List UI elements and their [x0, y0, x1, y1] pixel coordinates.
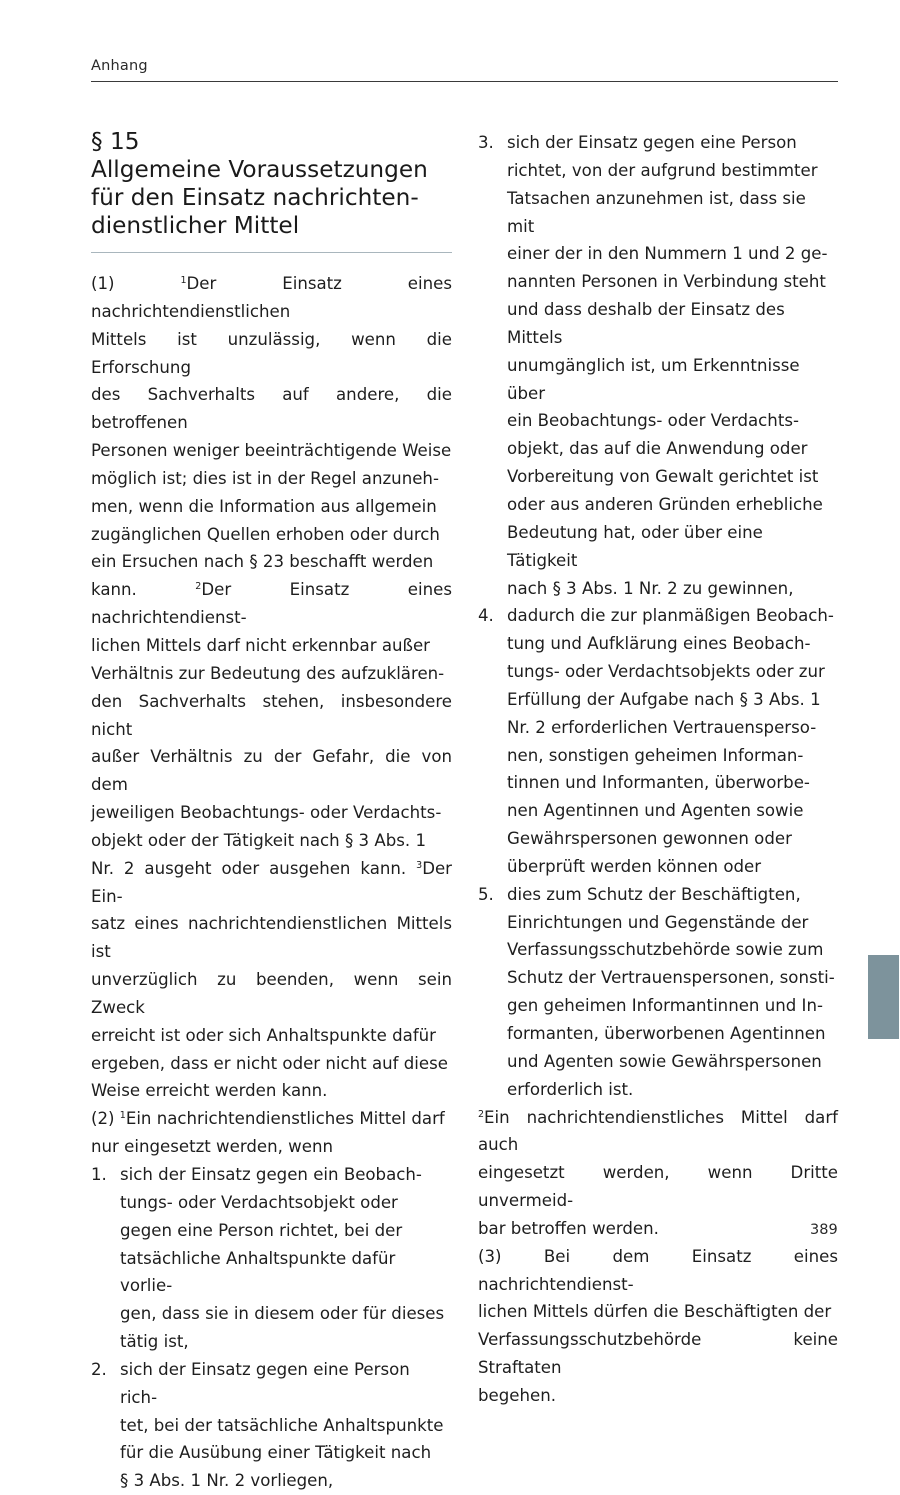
text-line: tungs- oder Verdachtsobjekts oder zur: [507, 662, 825, 682]
text-line: [91, 910, 452, 966]
line-text: Verhältnis zur Bedeutung des aufzuklären-: [91, 663, 445, 683]
section-rule: [91, 252, 452, 253]
text-line: für die Ausübung einer Tätigkeit nach: [120, 1443, 432, 1463]
text-line: [91, 521, 452, 549]
text-line: Erfüllung der Aufgabe nach § 3 Abs. 1: [507, 689, 821, 709]
text-line: [91, 381, 452, 437]
right-column: [478, 129, 838, 1410]
text-line: und Agenten sowie Gewährspersonen: [507, 1051, 822, 1071]
text-line: einer der in den Nummern 1 und 2 ge-: [507, 244, 828, 264]
text-line: [91, 1022, 452, 1050]
text-line: Einrichtungen und Gegenstände der: [507, 912, 809, 932]
line-text: Verfassungsschutzbehörde keine Straftaten: [478, 1330, 838, 1378]
line-lead: kann.: [91, 580, 196, 600]
text-line: tatsächliche Anhaltspunkte dafür vorlie-: [120, 1248, 396, 1296]
text-line: § 3 Abs. 1 Nr. 2 vorliegen,: [120, 1471, 334, 1491]
text-line: tet, bei der tatsächliche Anhaltspunkte: [120, 1415, 444, 1435]
text-line: sich der Einsatz gegen ein Beobach-: [120, 1165, 422, 1184]
text-line: [91, 688, 452, 744]
text-line: sich der Einsatz gegen eine Person rich-: [120, 1359, 410, 1407]
line-text: des Sachverhalts auf andere, die betroffenen: [91, 385, 452, 433]
text-line: tungs- oder Verdachtsobjekt oder: [120, 1192, 398, 1212]
line-text: nur eingesetzt werden, wenn: [91, 1137, 333, 1157]
line-text: lichen Mittels dürfen die Beschäftigten der: [478, 1302, 832, 1322]
list-item-number: 5.: [478, 884, 494, 904]
paragraph-3: [478, 1243, 838, 1410]
text-line: ein Beobachtungs- oder Verdachts-: [507, 411, 799, 431]
text-line: Tatsachen anzunehmen ist, dass sie mit: [507, 188, 806, 236]
line-text: zugänglichen Quellen erhoben oder durch: [91, 524, 440, 544]
text-line: unumgänglich ist, um Erkenntnisse über: [507, 355, 800, 403]
sentence-number: 1: [119, 1110, 126, 1122]
text-line: gen, dass sie in diesem oder für dieses: [120, 1304, 445, 1324]
list-item-number: 4.: [478, 606, 494, 626]
text-line: dies zum Schutz der Beschäftigten,: [507, 884, 801, 904]
text-line: formanten, überworbenen Agentinnen: [507, 1024, 826, 1043]
line-text: Ein nachrichtendienstliches Mittel darf: [125, 1109, 445, 1129]
list-item: [91, 1161, 452, 1356]
text-line: nen Agentinnen und Agenten sowie: [507, 801, 804, 821]
text-line: [91, 437, 452, 465]
text-line: [91, 493, 452, 521]
list-item: [91, 1356, 452, 1495]
text-line: [91, 966, 452, 1022]
text-line: [478, 1159, 838, 1215]
line-text: begehen.: [478, 1385, 557, 1405]
line-text: den Sachverhalts stehen, insbesondere nicht: [91, 691, 452, 739]
paragraph-2: [91, 1105, 452, 1161]
line-text: Ein nachrichtendienstliches Mittel darf auch: [478, 1107, 838, 1155]
left-column: [91, 128, 452, 1495]
list-item-number: 2.: [91, 1359, 107, 1379]
numbered-list-left: [91, 1161, 452, 1495]
line-text: Der Einsatz eines nachrichtendienst-: [91, 580, 452, 628]
text-line: Bedeutung hat, oder über eine Tätigkeit: [507, 522, 763, 570]
sentence-number: 2: [195, 581, 202, 593]
line-text: lichen Mittels darf nicht erkennbar außer: [91, 635, 430, 655]
text-line: [91, 576, 452, 632]
text-line: [91, 799, 452, 827]
text-line: dadurch die zur planmäßigen Beobach-: [507, 606, 834, 626]
line-text: Der Einsatz eines nachrichtendienstlichen: [91, 274, 452, 321]
line-text: Der Ein-: [91, 858, 452, 906]
text-line: oder aus anderen Gründen erhebliche: [507, 494, 823, 514]
header-rule: [91, 81, 838, 82]
section-heading: [91, 128, 452, 240]
text-line: [478, 1298, 838, 1326]
text-line: nen, sonstigen geheimen Informan-: [507, 745, 804, 765]
text-line: richtet, von der aufgrund bestimmter: [507, 160, 818, 180]
line-text: möglich ist; dies ist in der Regel anzuneh-: [91, 468, 439, 488]
section-title-line: für den Einsatz nachrichten-: [91, 184, 419, 211]
text-line: [91, 632, 452, 660]
line-text: unverzüglich zu beenden, wenn sein Zweck: [91, 970, 452, 1017]
sentence-number: 1: [180, 275, 187, 286]
running-head: Anhang: [91, 58, 148, 74]
list-item-text: [507, 602, 838, 880]
text-line: [478, 1215, 838, 1243]
list-item-number: 3.: [478, 133, 494, 152]
line-text: jeweiligen Beobachtungs- oder Verdachts-: [91, 803, 442, 823]
page-number: 389: [810, 1222, 838, 1238]
paragraph-1: [91, 270, 452, 1105]
list-item-text: [120, 1356, 452, 1495]
text-line: überprüft werden können oder: [507, 856, 762, 876]
list-item: [478, 881, 838, 1104]
text-line: tung und Aufklärung eines Beobach-: [507, 634, 811, 654]
line-text: men, wenn die Information aus allgemein: [91, 496, 437, 516]
line-lead: Nr. 2 ausgeht oder ausgehen kann.: [91, 858, 417, 878]
text-line: [91, 1105, 452, 1133]
text-line: [478, 1243, 838, 1299]
line-text: außer Verhältnis zu der Gefahr, die von dem: [91, 747, 452, 795]
list-item: [478, 129, 838, 602]
line-text: (3) Bei dem Einsatz eines nachrichtendienst-: [478, 1246, 838, 1294]
text-line: [478, 1104, 838, 1160]
text-line: [91, 743, 452, 799]
line-text: objekt oder der Tätigkeit nach § 3 Abs. 1: [91, 830, 427, 850]
list-item-text: [120, 1161, 452, 1356]
text-line: [478, 1326, 838, 1382]
text-line: [91, 1050, 452, 1078]
text-line: Verfassungsschutzbehörde sowie zum: [507, 940, 824, 960]
text-line: [91, 548, 452, 576]
text-line: [91, 1077, 452, 1105]
line-text: bar betroffen werden.: [478, 1218, 659, 1238]
text-line: und dass deshalb der Einsatz des Mittels: [507, 300, 785, 347]
text-line: tinnen und Informanten, überworbe-: [507, 773, 810, 793]
list-item-text: [507, 881, 838, 1104]
sentence-number: 2: [478, 1108, 485, 1120]
text-line: nach § 3 Abs. 1 Nr. 2 zu gewinnen,: [507, 578, 794, 598]
sentence-number: 3: [416, 859, 423, 871]
line-text: Mittels ist unzulässig, wenn die Erforschung: [91, 329, 452, 377]
text-line: Vorbereitung von Gewalt gerichtet ist: [507, 467, 819, 487]
text-line: tätig ist,: [120, 1332, 189, 1352]
list-item-text: [507, 129, 838, 602]
line-text: erreicht ist oder sich Anhaltspunkte dafür: [91, 1025, 437, 1045]
numbered-list-right: [478, 129, 838, 1104]
list-item-number: 1.: [91, 1165, 107, 1184]
text-line: [478, 1382, 838, 1410]
line-lead: (1): [91, 274, 181, 293]
text-line: [91, 855, 452, 911]
text-line: objekt, das auf die Anwendung oder: [507, 439, 808, 459]
text-line: [91, 465, 452, 493]
text-line: [91, 827, 452, 855]
line-lead: (2): [91, 1109, 120, 1129]
paragraph-2-sentence-2: [478, 1104, 838, 1243]
text-line: [91, 660, 452, 688]
line-text: ein Ersuchen nach § 23 beschafft werden: [91, 552, 434, 572]
section-title-line: Allgemeine Voraussetzungen: [91, 156, 428, 183]
text-line: Gewährspersonen gewonnen oder: [507, 829, 792, 849]
text-line: [91, 326, 452, 382]
text-line: gegen eine Person richtet, bei der: [120, 1220, 403, 1240]
line-text: Weise erreicht werden kann.: [91, 1081, 328, 1101]
line-text: eingesetzt werden, wenn Dritte unvermeid-: [478, 1163, 838, 1211]
line-text: ergeben, dass er nicht oder nicht auf diese: [91, 1053, 448, 1073]
list-item: [478, 602, 838, 880]
text-line: gen geheimen Informantinnen und In-: [507, 996, 823, 1016]
line-text: Personen weniger beeinträchtigende Weise: [91, 441, 452, 461]
section-title-line: dienstlicher Mittel: [91, 212, 300, 239]
text-line: Nr. 2 erforderlichen Vertrauensperso-: [507, 717, 817, 737]
text-line: Schutz der Vertrauenspersonen, sonsti-: [507, 968, 835, 988]
text-line: [91, 1133, 452, 1161]
chapter-tab: [868, 955, 899, 1039]
text-line: sich der Einsatz gegen eine Person: [507, 133, 797, 152]
line-text: satz eines nachrichtendienstlichen Mittels ist: [91, 914, 452, 962]
text-line: nannten Personen in Verbindung steht: [507, 272, 826, 292]
text-line: erforderlich ist.: [507, 1079, 634, 1099]
text-line: [91, 270, 452, 326]
section-number: § 15: [91, 128, 140, 155]
